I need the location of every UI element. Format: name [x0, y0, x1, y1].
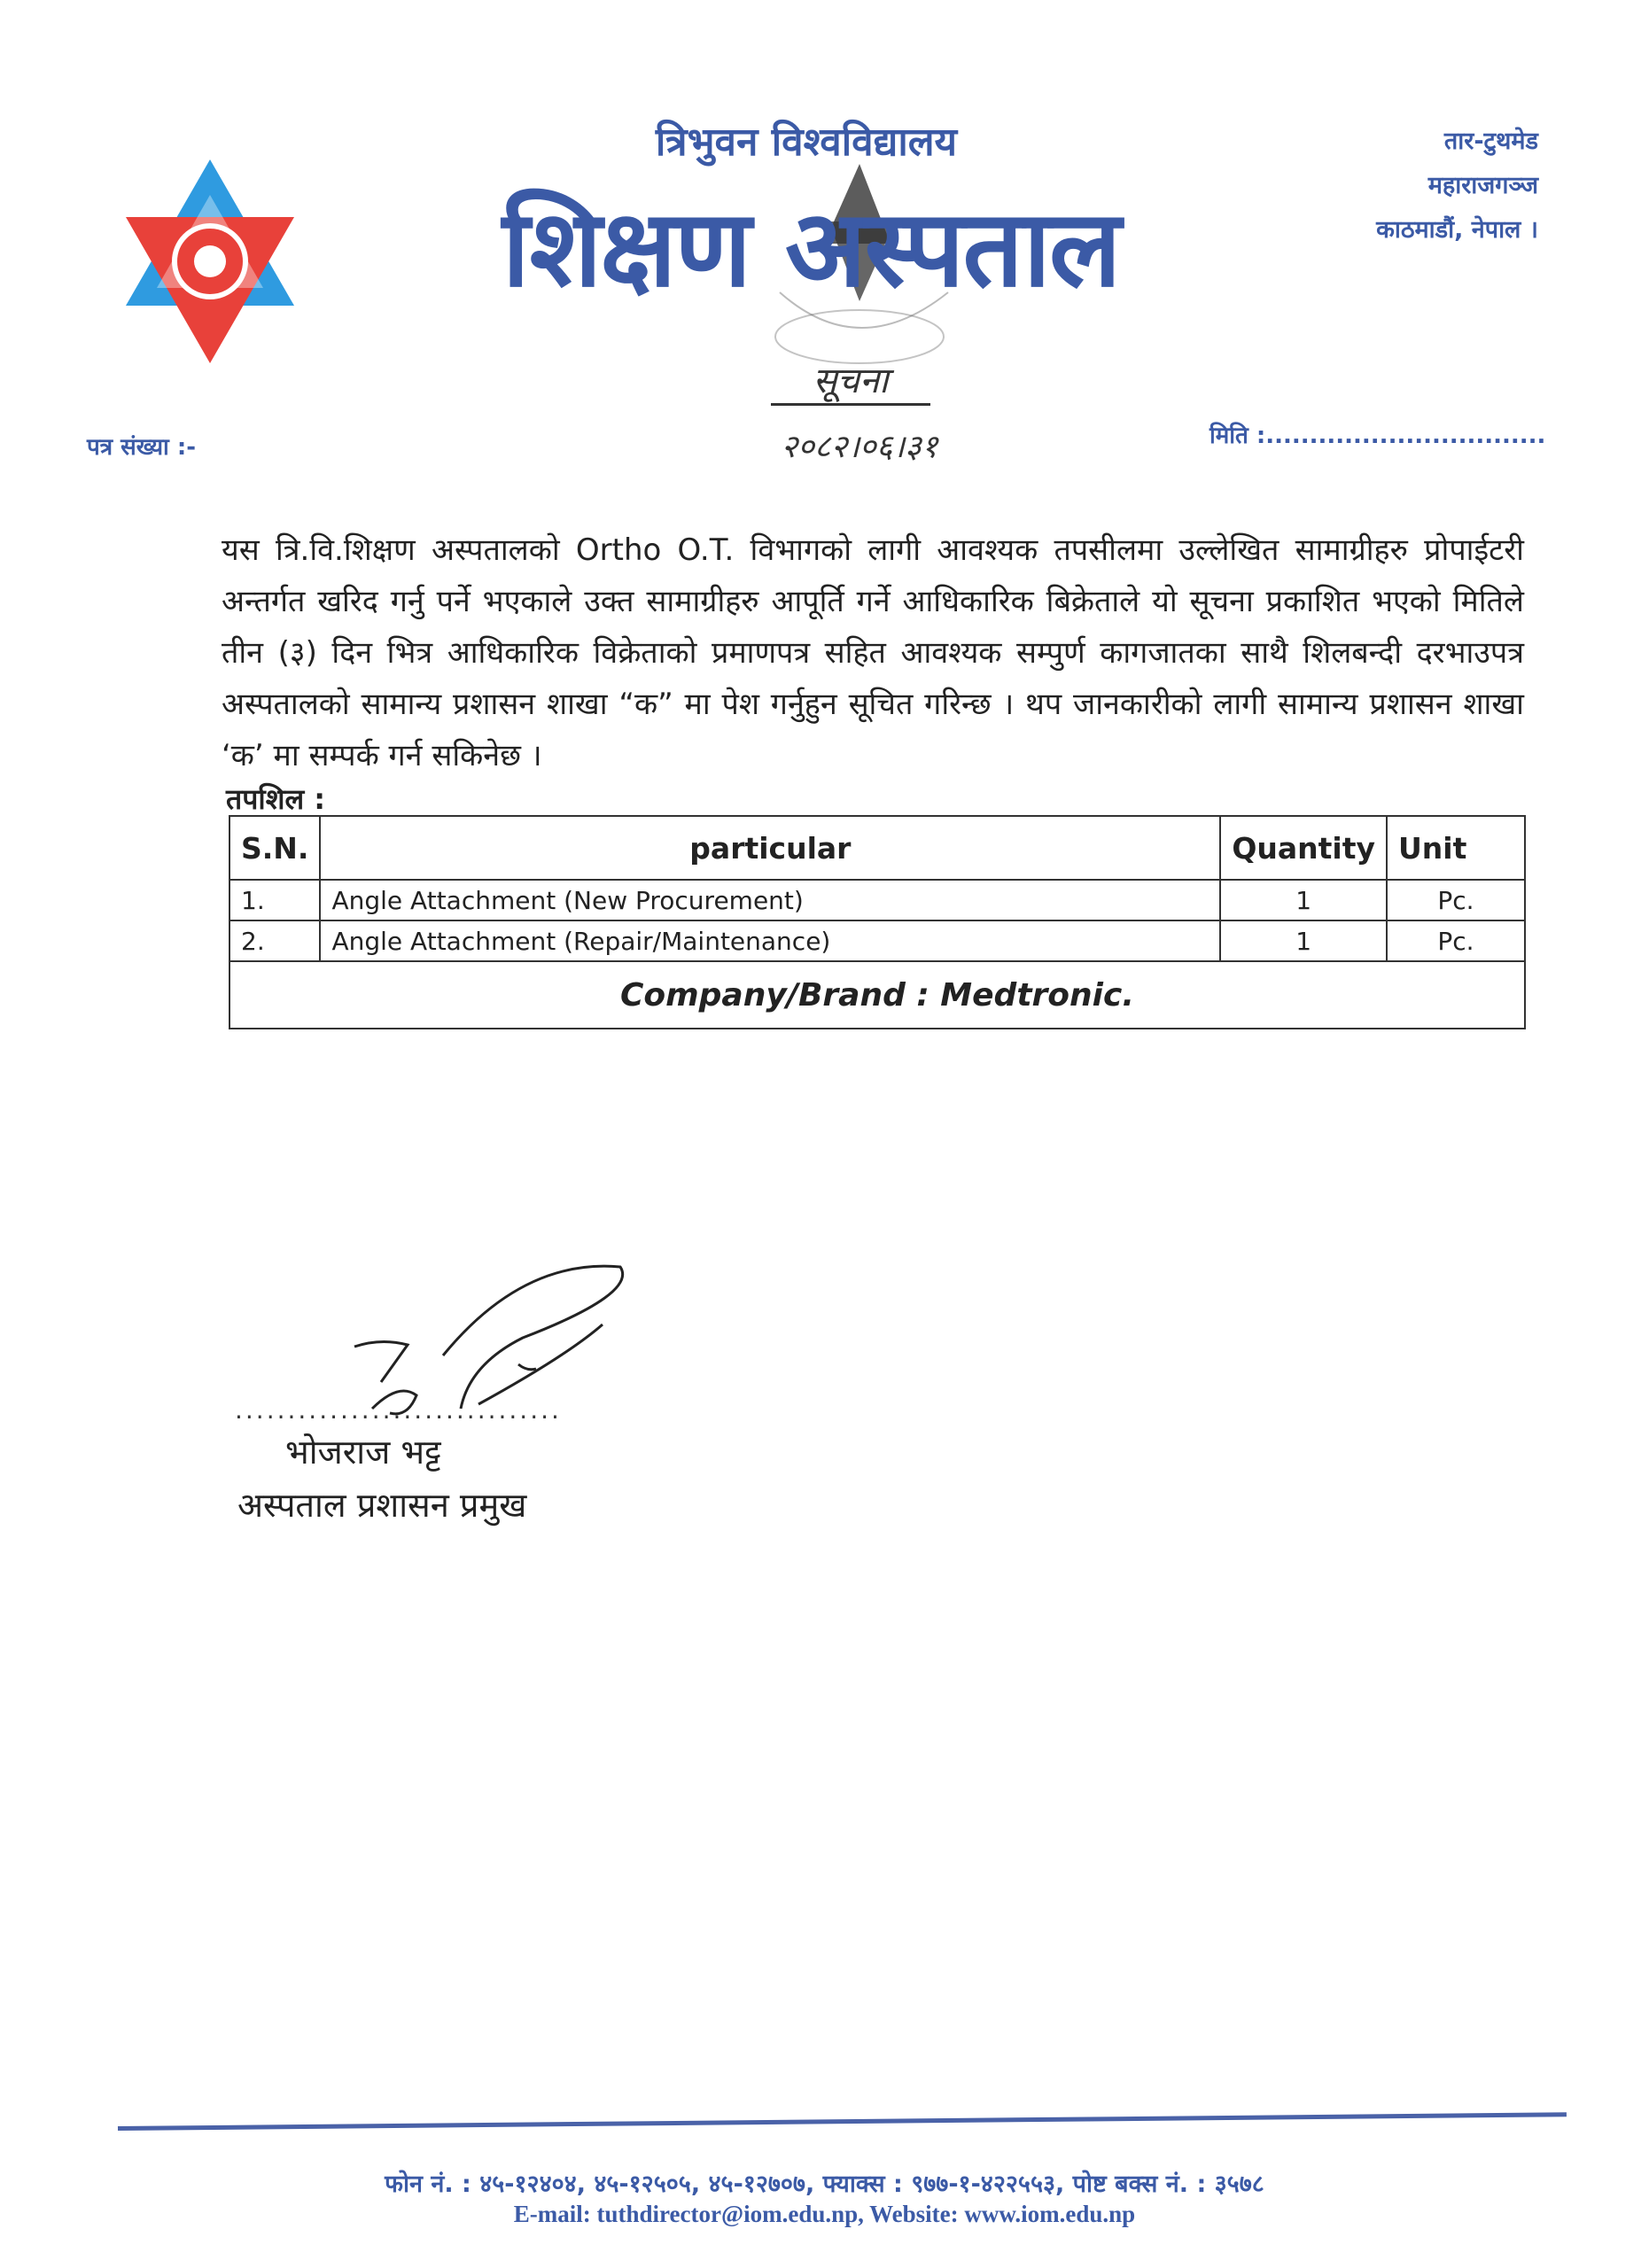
cell-unit: Pc.	[1387, 880, 1525, 920]
header-unit: Unit	[1387, 816, 1525, 880]
footer-contact: E-mail: tuthdirector@iom.edu.np, Website: www.iom.edu.np	[513, 2201, 1136, 2227]
table-row	[229, 880, 1525, 920]
notice-title: सूचना	[771, 354, 930, 406]
header-particular: particular	[320, 816, 1220, 880]
header-quantity: Quantity	[1220, 816, 1387, 880]
footer-divider	[118, 2112, 1567, 2131]
footer-phone: फोन नं. : ४५-१२४०४, ४५-१२५०५, ४५-१२७०७, फ्याक्स : ९७७-१-४२२५५३, पोष्ट बक्स नं. : ३५७८	[385, 2171, 1264, 2198]
notice-body: यस त्रि.वि.शिक्षण अस्पतालको Ortho O.T. विभागको लागी आवश्यक तपसीलमा उल्लेखित सामाग्रीहरु प्रोपाईटरी अन्तर्गत खरिद गर्नु पर्ने भएकाले उक्त सामाग्रीहरु आपूर्ति गर्ने आधिकारिक बिक्रेताले यो सूचना प्रकाशित भएको मितिले तीन (३) दिन भित्र आधिकारिक विक्रेताको प्रमाणपत्र सहित आवश्यक सम्पुर्ण कागजातका साथै शिलबन्दी दरभाउपत्र अस्पतालको सामान्य प्रशासन शाखा “क” मा पेश गर्नुहुन सूचित गरिन्छ । थप जानकारीको लागी सामान्य प्रशासन शाखा ‘क’ मा सम्पर्क गर्न सकिनेछ ।	[222, 532, 1524, 773]
university-logo	[121, 159, 299, 363]
address-line: काठमाडौं, नेपाल ।	[1376, 216, 1538, 244]
cell-particular: Angle Attachment (New Procurement)	[320, 880, 1220, 920]
brand-row	[229, 961, 1525, 1029]
handwritten-signature	[346, 1240, 647, 1418]
cell-quantity: 1	[1220, 880, 1387, 920]
brand-cell: Company/Brand : Medtronic.	[229, 961, 1525, 1029]
university-name: त्रिभुवन विश्वविद्यालय	[655, 120, 958, 165]
signature-line: ...............................	[235, 1395, 562, 1425]
cell-sn: 1.	[229, 880, 320, 920]
table-row	[229, 920, 1525, 961]
address-line: महाराजगञ्ज	[1427, 172, 1538, 199]
notice-content	[222, 524, 1526, 1029]
address-line: तार-टुथमेड	[1443, 128, 1538, 155]
notice-date: २०८२।०६।३१	[781, 429, 938, 465]
cell-sn: 2.	[229, 920, 320, 961]
cell-particular: Angle Attachment (Repair/Maintenance)	[320, 920, 1220, 961]
reference-number-label: पत्र संख्या :-	[87, 434, 197, 461]
date-label: मिति :................................	[1210, 423, 1546, 449]
header-sn: S.N.	[229, 816, 320, 880]
cell-quantity: 1	[1220, 920, 1387, 961]
signatory-title: अस्पताल प्रशासन प्रमुख	[237, 1486, 527, 1525]
details-label: तपशिल :	[226, 782, 326, 816]
table-header-row	[229, 816, 1525, 880]
address-block	[1376, 120, 1538, 252]
items-table	[229, 815, 1526, 1029]
cell-unit: Pc.	[1387, 920, 1525, 961]
hospital-name: शिक्षण अस्पताल	[502, 188, 1120, 311]
signatory-name: भोजराज भट्ट	[285, 1433, 441, 1472]
